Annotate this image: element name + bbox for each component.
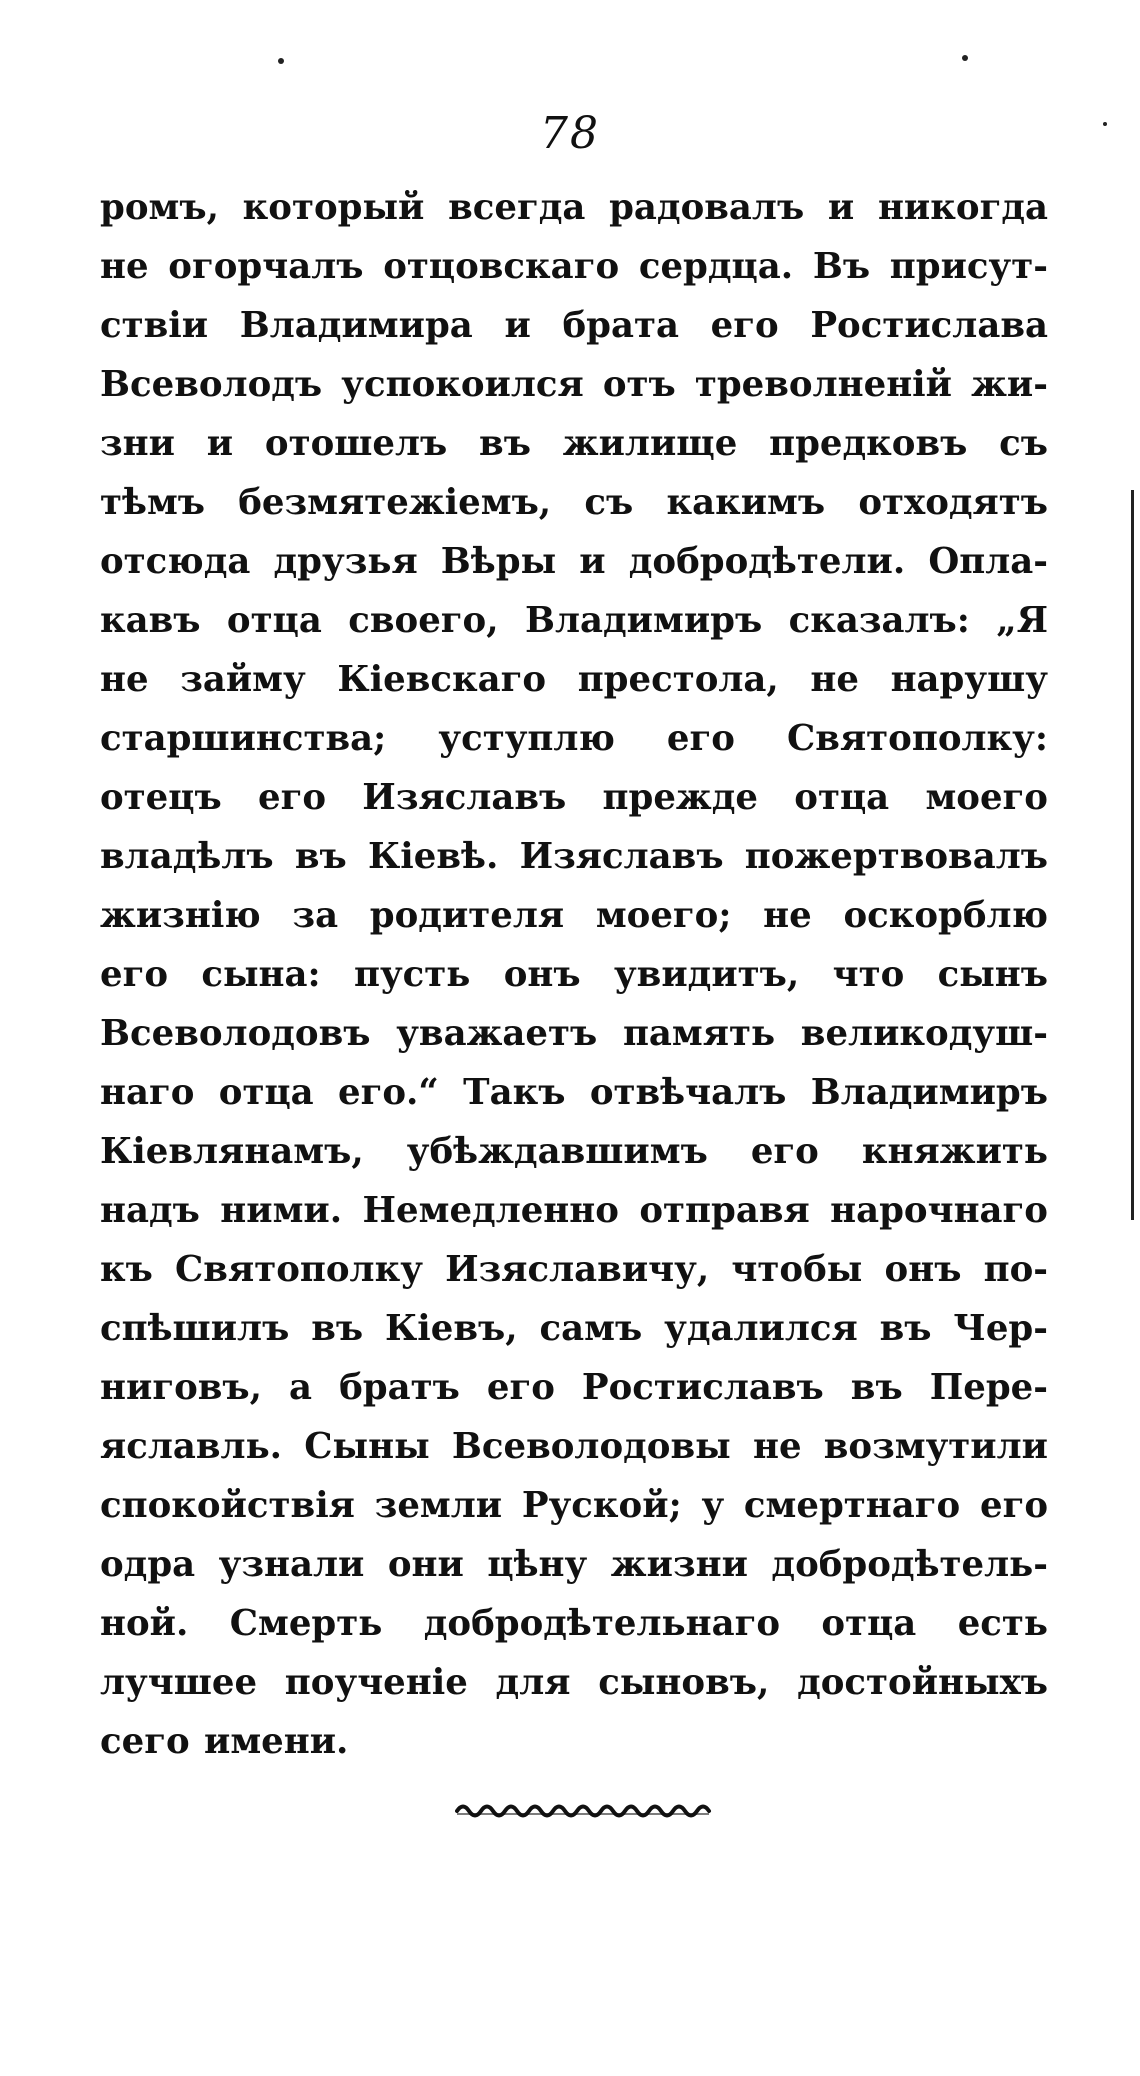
text-line: зни и отошелъ въ жилище предковъ съ bbox=[100, 423, 1048, 464]
text-line: Всеволодъ успокоился отъ треволненій жи- bbox=[100, 364, 1048, 405]
text-line: отсюда друзья Вѣры и добродѣтели. Опла- bbox=[100, 541, 1048, 582]
text-line: Всеволодовъ уважаетъ память великодуш- bbox=[100, 1013, 1048, 1054]
text-line: наго отца его.“ Такъ отвѣчалъ Владимиръ bbox=[100, 1072, 1048, 1113]
text-line: жизнію за родителя моего; не оскорблю bbox=[100, 895, 1048, 936]
text-line: ствіи Владимира и брата его Ростислава bbox=[100, 305, 1048, 346]
text-line: спокойствія земли Руской; у смертнаго его bbox=[100, 1485, 1048, 1526]
text-line: его сына: пусть онъ увидитъ, что сынъ bbox=[100, 954, 1048, 995]
text-line: къ Святополку Изяславичу, чтобы онъ по- bbox=[100, 1249, 1048, 1290]
text-line: не займу Кіевскаго престола, не нарушу bbox=[100, 659, 1048, 700]
text-line: спѣшилъ въ Кіевъ, самъ удалился въ Чер- bbox=[100, 1308, 1048, 1349]
text-line: тѣмъ безмятежіемъ, съ какимъ отходятъ bbox=[100, 482, 1048, 523]
body-text bbox=[100, 178, 1048, 1771]
text-line: яславль. Сыны Всеволодовы не возмутили bbox=[100, 1426, 1048, 1467]
wavy-divider-ornament bbox=[455, 1798, 715, 1820]
text-line: ной. Смерть добродѣтельнаго отца есть bbox=[100, 1603, 1048, 1644]
text-line: лучшее поученіе для сыновъ, достойныхъ bbox=[100, 1662, 1048, 1703]
speck-mark bbox=[962, 55, 968, 61]
text-line: кавъ отца своего, Владимиръ сказалъ: „Я bbox=[100, 600, 1048, 641]
text-line: ниговъ, а братъ его Ростиславъ въ Пере- bbox=[100, 1367, 1048, 1408]
text-line: ромъ, который всегда радовалъ и никогда bbox=[100, 187, 1048, 228]
speck-mark bbox=[278, 58, 284, 64]
page-number: 78 bbox=[540, 108, 600, 159]
text-line: сего имени. bbox=[100, 1721, 349, 1762]
text-line: старшинства; уступлю его Святополку: bbox=[100, 718, 1048, 759]
text-line: Кіевлянамъ, убѣждавшимъ его княжить bbox=[100, 1131, 1048, 1172]
text-line: одра узнали они цѣну жизни добродѣтель- bbox=[100, 1544, 1048, 1585]
text-line: владѣлъ въ Кіевѣ. Изяславъ пожертвовалъ bbox=[100, 836, 1048, 877]
text-line: не огорчалъ отцовскаго сердца. Въ присут- bbox=[100, 246, 1048, 287]
page-edge-line bbox=[1131, 490, 1134, 1220]
text-line: надъ ними. Немедленно отправя нарочнаго bbox=[100, 1190, 1048, 1231]
text-line: отецъ его Изяславъ прежде отца моего bbox=[100, 777, 1048, 818]
